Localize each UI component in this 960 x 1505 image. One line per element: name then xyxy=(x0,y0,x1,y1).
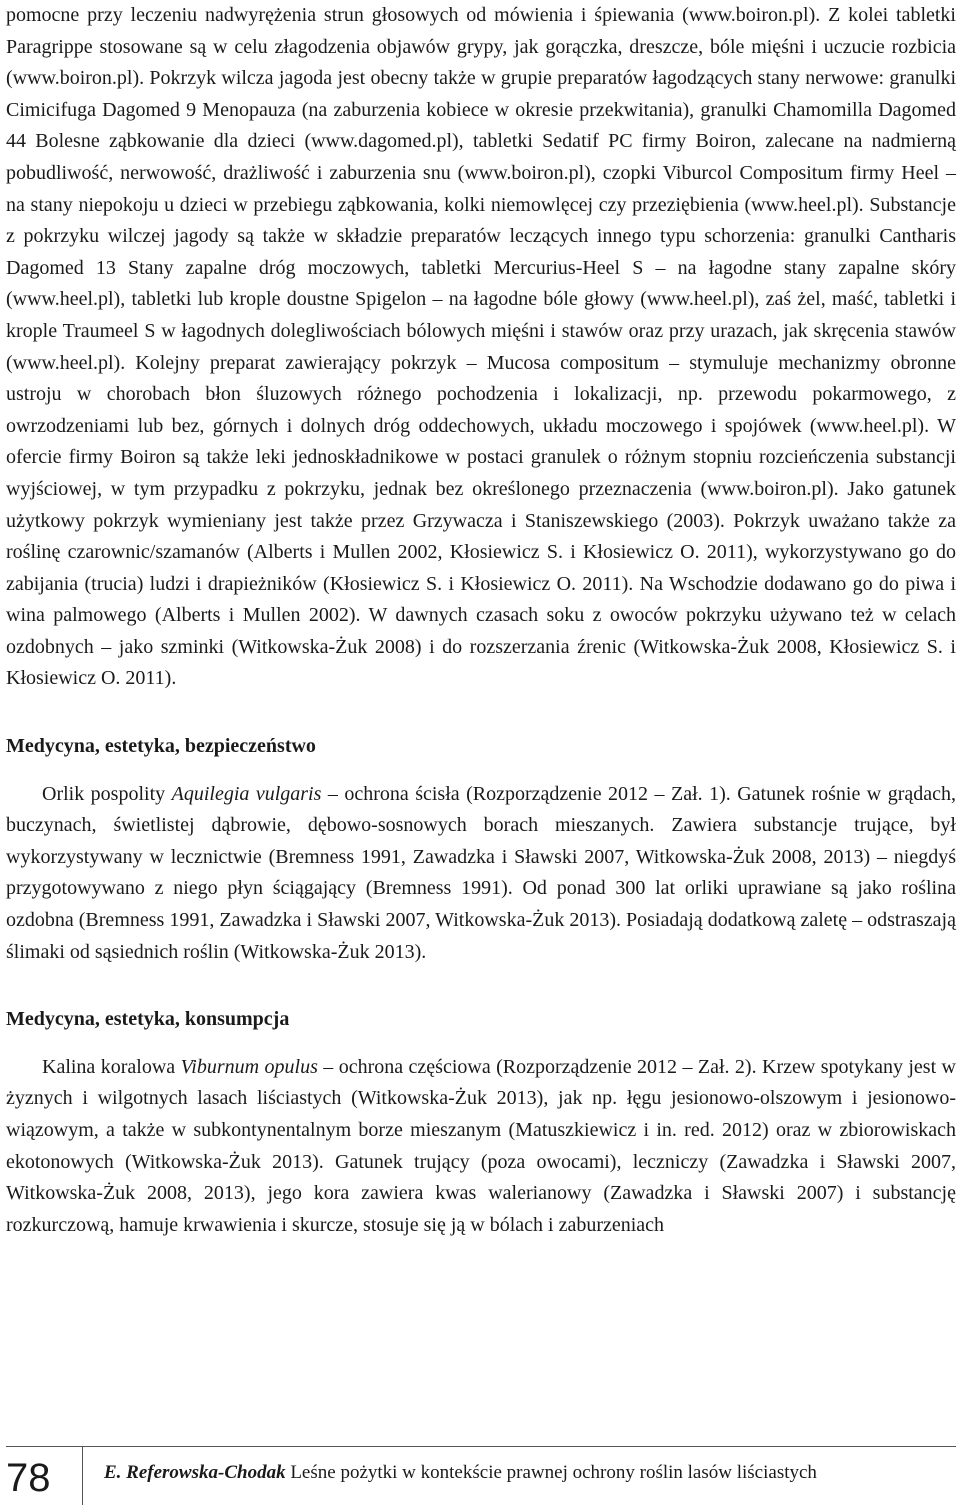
paragraph-intro-part1: pomocne przy leczeniu nadwyrężenia strun głosowych od mówienia i śpiewania (www.boiron.pl). Z kolei tabletki Paragrippe stosowane są w celu złagodzenia objawów grypy, jak gorączka, dreszcze, bóle mięśni i uczucie rozbicia (www.boiron.pl). xyxy=(6,4,956,90)
footer-divider xyxy=(6,1446,956,1447)
species-common-name: Kalina koralowa xyxy=(42,1055,181,1078)
species-latin-name: Aquilegia vulgaris xyxy=(171,782,322,805)
running-head-author: E. Referowska-Chodak xyxy=(104,1462,286,1483)
page-body xyxy=(6,0,956,1241)
running-head xyxy=(104,1460,817,1486)
spacer xyxy=(6,968,956,1004)
page-number: 78 xyxy=(6,1456,51,1500)
spacer xyxy=(6,695,956,731)
running-head-title: Leśne pożytki w kontekście prawnej ochrony roślin lasów liściastych xyxy=(290,1462,817,1483)
species-common-name: Orlik pospolity xyxy=(42,782,172,805)
species-latin-name: Viburnum opulus xyxy=(180,1055,318,1078)
section-1-body: – ochrona ścisła (Rozporządzenie 2012 – Zał. 1). Gatunek rośnie w grądach, buczynach, świetlistej dąbrowie, dębowo-sosnowych borach mieszanych. Zawiera substancje trujące, był wykorzystywany w lecznictwie (Bremness 1991, Zawadzka i Sławski 2007, Witkowska-Żuk 2008, 2013) – niegdyś przygotowywano z niego płyn ściągający (Bremness 1991). Od ponad 300 lat orliki uprawiane są jako roślina ozdobna (Bremness 1991, Zawadzka i Sławski 2007, Witkowska-Żuk 2013). Posiadają dodatkową zaletę – odstraszają ślimaki od sąsiednich roślin (Witkowska-Żuk 2013). xyxy=(6,782,956,963)
section-2-body: – ochrona częściowa (Rozporządzenie 2012 – Zał. 2). Krzew spotykany jest w żyznych i wilgotnych lasach liściastych (Witkowska-Żuk 2013), jak np. łęgu jesionowo-olszowym i jesionowo-wiązowym, a także w subkontynentalnym borze mieszanym (Matuszkiewicz i in. red. 2012) oraz w zbiorowiskach ekotonowych (Witkowska-Żuk 2013). Gatunek trujący (poza owocami), leczniczy (Zawadzka i Sławski 2007, Witkowska-Żuk 2008, 2013), jego kora zawiera kwas walerianowy (Zawadzka i Sławski 2007) i substancję rozkurczową, hamuje krwawienia i skurcze, stosuje się ją w bólach i zaburzeniach xyxy=(6,1055,957,1236)
section-heading-1: Medycyna, estetyka, bezpieczeństwo xyxy=(6,735,316,758)
spacer xyxy=(6,1036,956,1052)
footer-vertical-divider xyxy=(82,1446,83,1505)
page-footer xyxy=(0,1440,960,1505)
section-1-paragraph xyxy=(6,779,956,969)
paragraph-intro xyxy=(6,0,956,695)
spacer xyxy=(6,763,956,779)
section-2-paragraph xyxy=(6,1052,956,1242)
paragraph-intro-part2: Pokrzyk wilcza jagoda jest obecny także w grupie preparatów łagodzących stany nerwowe: granulki Cimicifuga Dagomed 9 Menopauza (na zaburzenia kobiece w okresie przekwitania), granulki Chamomilla Dagomed 44 Bolesne ząbkowanie dla dzieci (www.dagomed.pl), tabletki Sedatif PC firmy Boiron, zalecane na nadmierną pobudliwość, nerwowość, drażliwość i zaburzenia snu (www.boiron.pl), czopki Viburcol Compositum firmy Heel – na stany niepokoju u dzieci w przebiegu ząbkowania, kolki niemowlęcej czy przeziębienia (www.heel.pl). Substancje z pokrzyku wilczej jagody są także w składzie preparatów leczących innego typu schorzenia: granulki Cantharis Dagomed 13 Stany zapalne dróg moczowych, tabletki Mercurius-Heel S – na łagodne stany zapalne skóry (www.heel.pl), tabletki lub krople doustne Spigelon – na łagodne bóle głowy (www.heel.pl), zaś żel, maść, tabletki i krople Traumeel S w łagodnych dolegliwościach bólowych mięśni i stawów oraz przy urazach, jak skręcenia stawów (www.heel.pl). Kolejny preparat zawierający pokrzyk – Mucosa compositum – stymuluje mechanizmy obronne ustroju w chorobach błon śluzowych różnego pochodzenia i lokalizacji, np. przewodu pokarmowego, z owrzodzeniami lub bez, górnych i dolnych dróg oddechowych, układu moczowego i spojówek (www.heel.pl). W ofercie firmy Boiron są także leki jednoskładnikowe w postaci granulek o różnym stopniu rozcieńczenia substancji wyjściowej, w tym przypadku z pokrzyku, jednak bez określonego przeznaczenia (www.boiron.pl). Jako gatunek użytkowy pokrzyk wymieniany jest także przez Grzywacza i Staniszewskiego (2003). Pokrzyk uważano także za roślinę czarownic/szamanów (Alberts i Mullen 2002, Kłosiewicz S. i Kłosiewicz O. 2011), wykorzystywano go do zabijania (trucia) ludzi i drapieżników (Kłosiewicz S. i Kłosiewicz O. 2011). Na Wschodzie dodawano go do piwa i wina palmowego (Alberts i Mullen 2002). W dawnych czasach soku z owoców pokrzyku używano też w celach ozdobnych – jako szminki (Witkowska-Żuk 2008) i do rozszerzania źrenic (Witkowska-Żuk 2008, Kłosiewicz S. i Kłosiewicz O. 2011). xyxy=(6,67,956,690)
section-heading-2: Medycyna, estetyka, konsumpcja xyxy=(6,1008,290,1031)
